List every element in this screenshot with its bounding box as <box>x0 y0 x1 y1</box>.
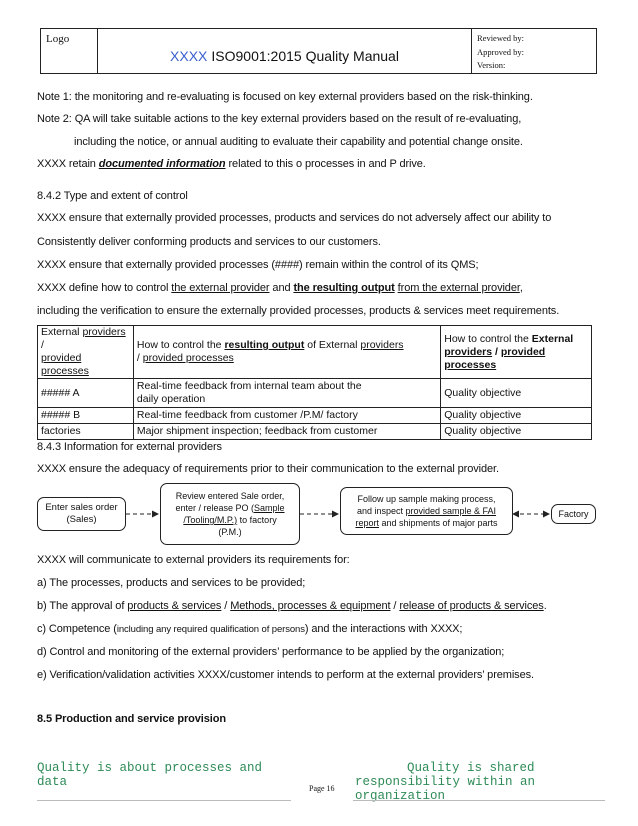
step-text: Factory <box>558 509 589 519</box>
header-text: provided processes <box>142 352 234 364</box>
note-2-line-2: including the notice, or annual auditing to evaluate their capability and potential change onsite. <box>74 136 523 148</box>
flow-step-factory <box>551 504 596 524</box>
header-text: External <box>531 332 574 345</box>
section-842-para-1: XXXX ensure that externally provided processes, products and services do not adversely affect our ability to <box>37 212 552 224</box>
section-842-para-2: Consistently deliver conforming products and services to our customers. <box>37 236 381 248</box>
step-text: Follow up sample making process, <box>357 494 496 504</box>
document-title <box>98 29 472 73</box>
step-text: to factory <box>237 515 277 525</box>
header-text: providers <box>444 345 493 358</box>
footer-text: Quality is about processes and <box>37 761 263 775</box>
header-text: of External <box>304 339 361 351</box>
header-text: / <box>492 345 501 358</box>
approved-by-label: Approved by: <box>477 46 524 57</box>
req-text: / <box>390 600 400 612</box>
section-843-heading: 8.4.3 Information for external providers <box>37 441 222 453</box>
table-header-cell <box>38 326 134 379</box>
step-text: provided sample & FAI <box>405 506 497 516</box>
header-text: / <box>136 352 143 364</box>
req-text: / <box>221 600 231 612</box>
manual-title: ISO9001:2015 Quality Manual <box>211 48 399 64</box>
table-cell <box>133 379 440 408</box>
section-843-para-1: XXXX ensure the adequacy of requirements prior to their communication to the external provider. <box>37 463 499 475</box>
documented-information-link[interactable]: documented information <box>98 158 226 170</box>
header-text: / <box>41 339 44 351</box>
footer-text: organization <box>355 789 446 803</box>
flow-step-enter-sales-order <box>37 497 126 531</box>
section-842-para-4 <box>37 282 523 294</box>
table-header-cell <box>133 326 440 379</box>
step-text: Enter sales order <box>45 502 118 513</box>
table-cell: Quality objective <box>441 408 592 424</box>
step-text: report <box>355 518 379 528</box>
table-cell: ##### B <box>38 408 134 424</box>
footer-left-quote <box>37 761 262 789</box>
req-text: including any required qualification of persons <box>116 624 305 635</box>
company-name: XXXX <box>170 48 208 64</box>
header-text: External <box>41 326 83 338</box>
page-number: Page 16 <box>309 784 335 793</box>
table-cell: Quality objective <box>441 379 592 408</box>
req-products-services: products & services <box>127 600 222 612</box>
requirements-intro: XXXX will communicate to external providers its requirements for: <box>37 554 350 566</box>
cell-text: daily operation <box>136 393 206 405</box>
p4-text-c: and <box>269 282 294 294</box>
header-text: provided processes <box>444 345 546 371</box>
note-2-line-1: Note 2: QA will take suitable actions to the key external providers based on the result of re-evaluating, <box>37 113 522 125</box>
table-row <box>38 379 592 408</box>
flow-step-review-sale-order <box>160 483 300 545</box>
table-cell: factories <box>38 424 134 440</box>
table-cell: Real-time feedback from customer /P.M/ factory <box>133 408 440 424</box>
page-header <box>40 28 597 74</box>
p4-resulting-output: the resulting output <box>293 282 395 294</box>
requirement-e: e) Verification/validation activities XXXX/customer intends to perform at the external providers’ premises. <box>37 669 534 681</box>
requirement-a: a) The processes, products and services to be provided; <box>37 577 306 589</box>
req-release: release of products & services <box>399 600 544 612</box>
note-1: Note 1: the monitoring and re-evaluating is focused on key external providers based on the risk-thinking. <box>37 91 533 103</box>
req-methods: Methods, processes & equipment <box>230 600 391 612</box>
header-text: providers <box>82 326 126 338</box>
table-cell: Quality objective <box>441 424 592 440</box>
step-text: and inspect <box>356 506 406 516</box>
table-header-cell <box>441 326 592 379</box>
reviewed-by-label: Reviewed by: <box>477 33 524 43</box>
control-table <box>37 325 592 440</box>
table-row <box>38 408 592 424</box>
req-text: c) Competence ( <box>37 623 117 635</box>
step-text: enter / release PO ( <box>175 503 255 513</box>
header-text: How to control the <box>444 332 532 345</box>
retain-text-end: related to this o processes in and P drive. <box>225 158 426 170</box>
footer-text: Quality is shared <box>407 761 535 775</box>
approval-block <box>472 29 596 73</box>
step-text: /Tooling/M.P.) <box>183 515 238 525</box>
footer-text: data <box>37 775 68 789</box>
section-842-para-5: including the verification to ensure the externally provided processes, products & services meet requirements. <box>37 305 560 317</box>
step-text: Sample <box>254 503 285 513</box>
header-text: provided processes <box>41 352 89 377</box>
step-text: Review entered Sale order, <box>175 491 285 501</box>
footer-text: responsibility within an <box>355 775 536 789</box>
step-text: (Sales) <box>66 514 97 525</box>
version-label: Version: <box>477 60 506 70</box>
footer-right-quote <box>355 761 535 803</box>
section-842-para-3: XXXX ensure that externally provided processes (####) remain within the control of its QMS; <box>37 259 479 271</box>
step-text: and shipments of major parts <box>378 518 498 528</box>
header-text: How to control the <box>136 339 225 351</box>
p4-external-provider: the external provider <box>171 282 270 294</box>
step-text: (P.M.) <box>218 527 242 537</box>
p4-comma: , <box>519 282 523 294</box>
p4-text-a: XXXX define how to control <box>37 282 172 294</box>
table-header-row <box>38 326 592 379</box>
header-text: providers <box>360 339 404 351</box>
req-text: ) and the interactions with XXXX; <box>304 623 463 635</box>
requirement-b <box>37 600 547 612</box>
flow-step-follow-up-sample <box>340 487 513 535</box>
table-cell: ##### A <box>38 379 134 408</box>
retain-statement <box>37 158 426 170</box>
header-text: resulting output <box>224 339 305 351</box>
footer-divider-left <box>37 800 291 801</box>
p4-from-external-provider: from the external provider <box>397 282 520 294</box>
retain-text: XXXX retain <box>37 158 99 170</box>
table-cell: Major shipment inspection; feedback from customer <box>133 424 440 440</box>
logo-placeholder: Logo <box>41 29 98 73</box>
footer-divider-right <box>353 800 605 801</box>
table-row <box>38 424 592 440</box>
cell-text: Real-time feedback from internal team about the <box>136 380 362 392</box>
requirement-c <box>37 623 462 635</box>
section-85-heading: 8.5 Production and service provision <box>37 713 226 725</box>
requirement-d: d) Control and monitoring of the external providers’ performance to be applied by the organization; <box>37 646 505 658</box>
req-text: b) The approval of <box>37 600 128 612</box>
section-842-heading: 8.4.2 Type and extent of control <box>37 190 188 202</box>
req-text: . <box>543 600 547 612</box>
